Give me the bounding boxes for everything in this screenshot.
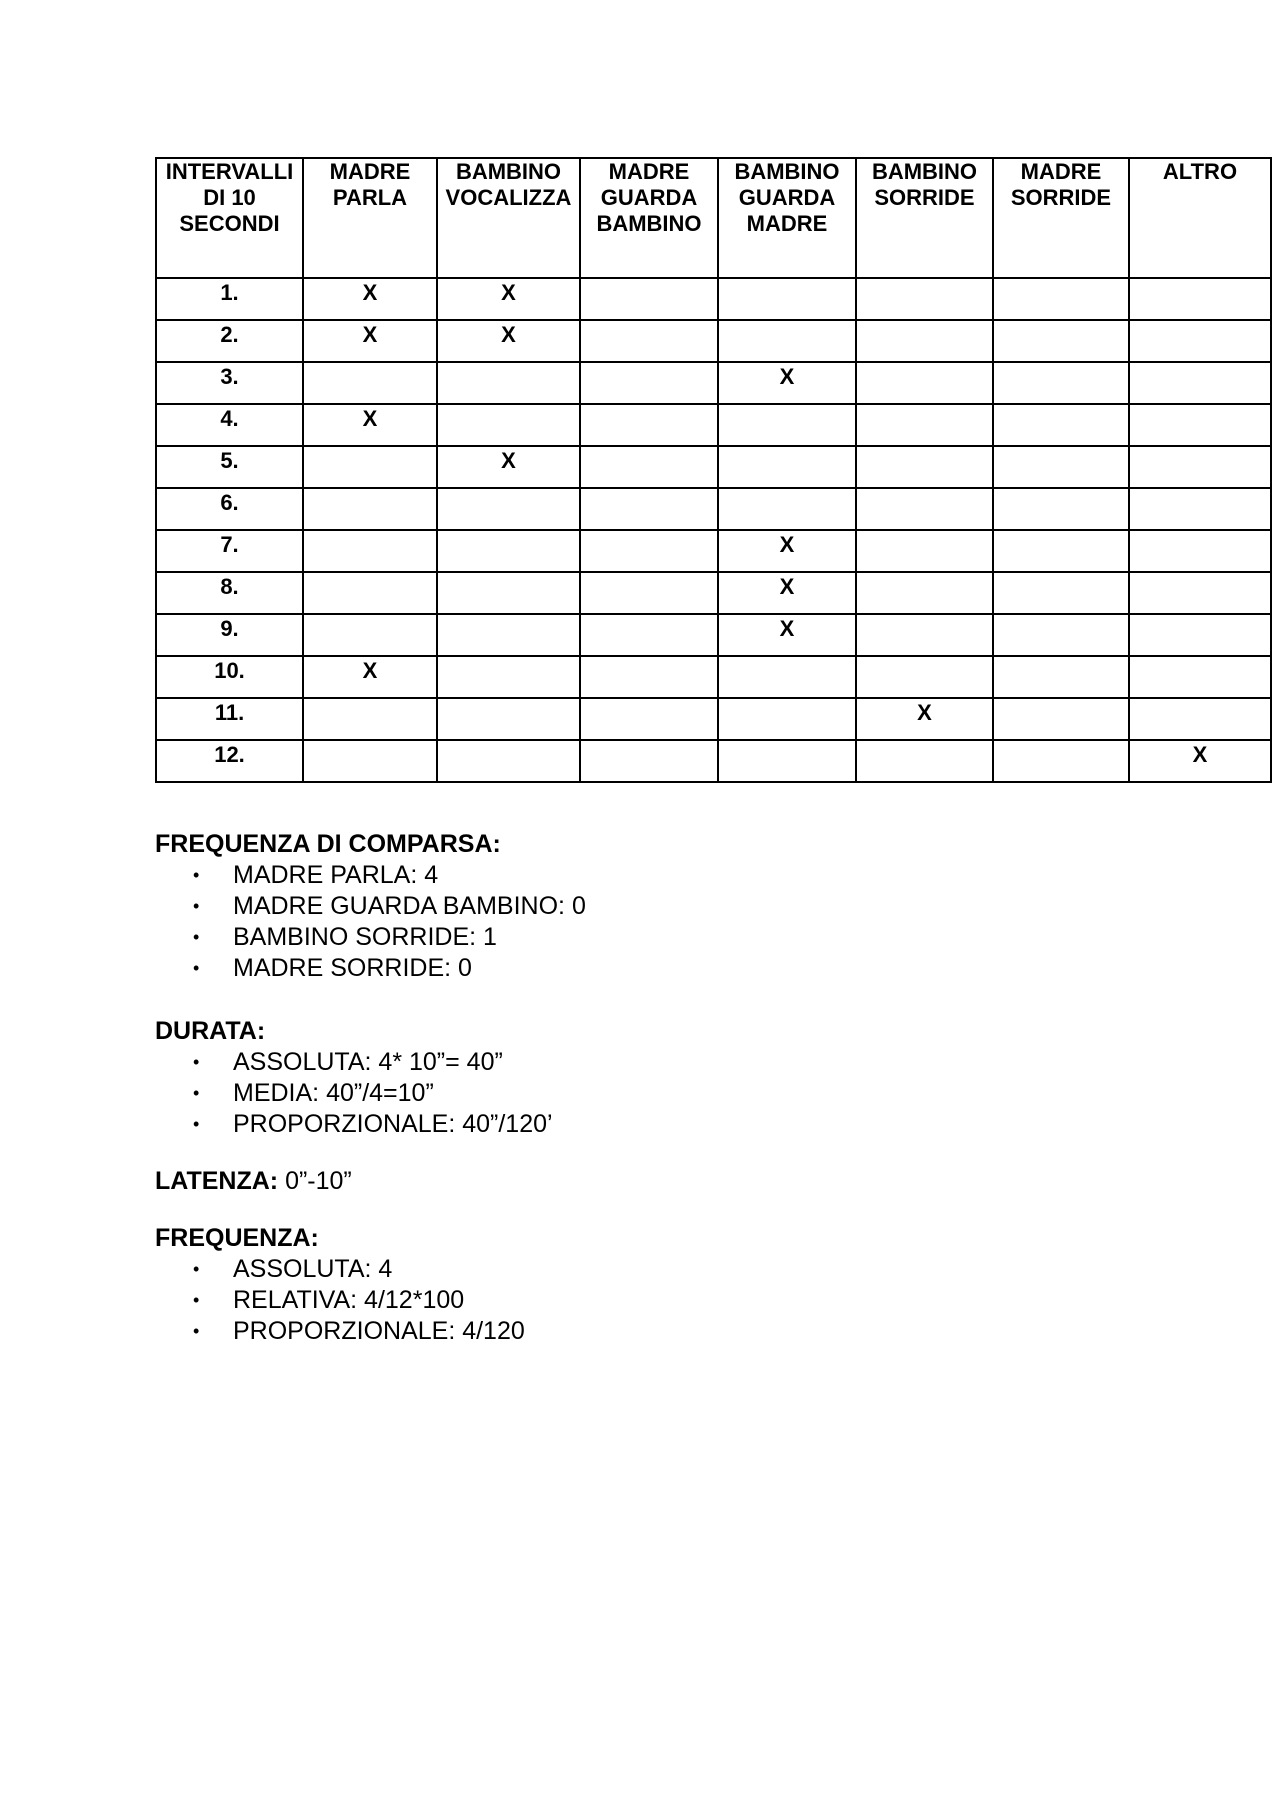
- list-item-text: MADRE GUARDA BAMBINO: 0: [233, 892, 586, 920]
- list-item: [155, 891, 586, 922]
- observation-cell: [856, 362, 993, 404]
- observation-cell: [718, 404, 856, 446]
- observation-cell: [580, 656, 718, 698]
- observation-cell: [993, 656, 1129, 698]
- interval-number-cell: 9.: [156, 614, 303, 656]
- observation-cell: [1129, 404, 1271, 446]
- bullet-icon: •: [193, 1114, 200, 1134]
- durata-heading: DURATA:: [155, 1017, 266, 1045]
- observation-cell: X: [303, 656, 437, 698]
- observation-cell: [1129, 278, 1271, 320]
- observation-cell: [437, 614, 580, 656]
- bullet-icon: •: [193, 1052, 200, 1072]
- bullet-icon: •: [193, 896, 200, 916]
- observation-cell: X: [718, 572, 856, 614]
- list-item: [155, 1285, 525, 1316]
- table-row: [156, 530, 1271, 572]
- interval-number-cell: 1.: [156, 278, 303, 320]
- observation-cell: [580, 698, 718, 740]
- interval-number-cell: 3.: [156, 362, 303, 404]
- observation-cell: [993, 446, 1129, 488]
- header-madre-guarda-bambino: MADRE GUARDA BAMBINO: [580, 158, 718, 278]
- observation-cell: [718, 488, 856, 530]
- observation-cell: X: [437, 320, 580, 362]
- list-item: [155, 860, 586, 891]
- observation-cell: [856, 614, 993, 656]
- observation-cell: [303, 362, 437, 404]
- observation-cell: [437, 740, 580, 782]
- latenza-value: 0”-10”: [278, 1167, 352, 1195]
- observation-cell: [718, 320, 856, 362]
- observation-cell: [580, 614, 718, 656]
- interval-number-cell: 4.: [156, 404, 303, 446]
- observation-cell: [580, 572, 718, 614]
- latenza-heading: LATENZA:: [155, 1167, 279, 1195]
- observation-cell: [1129, 488, 1271, 530]
- list-item: [155, 953, 586, 984]
- observation-cell: [856, 278, 993, 320]
- latenza-section: [155, 1166, 352, 1197]
- observation-cell: [993, 278, 1129, 320]
- observation-cell: [303, 446, 437, 488]
- observation-cell: [303, 740, 437, 782]
- list-item-text: MEDIA: 40”/4=10”: [233, 1079, 434, 1107]
- observation-cell: [718, 446, 856, 488]
- observation-cell: [1129, 656, 1271, 698]
- observation-cell: [1129, 362, 1271, 404]
- interval-number-cell: 12.: [156, 740, 303, 782]
- table-row: [156, 404, 1271, 446]
- header-bambino-guarda-madre: BAMBINO GUARDA MADRE: [718, 158, 856, 278]
- observation-cell: [993, 740, 1129, 782]
- bullet-icon: •: [193, 958, 200, 978]
- observation-cell: [1129, 446, 1271, 488]
- table-row: [156, 572, 1271, 614]
- list-item-text: MADRE PARLA: 4: [233, 861, 439, 889]
- observation-cell: [303, 530, 437, 572]
- list-item: [155, 1109, 553, 1140]
- observation-cell: [856, 446, 993, 488]
- list-item-text: BAMBINO SORRIDE: 1: [233, 923, 497, 951]
- observation-cell: [580, 320, 718, 362]
- frequenza-section: [155, 1223, 525, 1347]
- bullet-icon: •: [193, 865, 200, 885]
- table-row: [156, 698, 1271, 740]
- list-item: [155, 1047, 553, 1078]
- observation-cell: [580, 278, 718, 320]
- observation-cell: X: [437, 446, 580, 488]
- interval-number-cell: 7.: [156, 530, 303, 572]
- interval-number-cell: 10.: [156, 656, 303, 698]
- table-row: [156, 446, 1271, 488]
- bullet-icon: •: [193, 1290, 200, 1310]
- observation-cell: [856, 572, 993, 614]
- durata-list: [155, 1047, 553, 1140]
- interval-number-cell: 2.: [156, 320, 303, 362]
- observation-cell: [1129, 698, 1271, 740]
- observation-cell: [437, 404, 580, 446]
- interval-number-cell: 6.: [156, 488, 303, 530]
- observation-cell: [718, 278, 856, 320]
- header-madre-sorride: MADRE SORRIDE: [993, 158, 1129, 278]
- observation-cell: X: [303, 404, 437, 446]
- observation-cell: [1129, 320, 1271, 362]
- observation-cell: [993, 572, 1129, 614]
- durata-section: [155, 1016, 553, 1140]
- table-body: [156, 278, 1271, 782]
- bullet-icon: •: [193, 927, 200, 947]
- observation-cell: [580, 530, 718, 572]
- observation-cell: [303, 572, 437, 614]
- header-bambino-sorride: BAMBINO SORRIDE: [856, 158, 993, 278]
- table-row: [156, 740, 1271, 782]
- observation-cell: [856, 530, 993, 572]
- observation-cell: [993, 614, 1129, 656]
- observation-cell: [993, 488, 1129, 530]
- observation-cell: [437, 698, 580, 740]
- observation-cell: [1129, 572, 1271, 614]
- observation-cell: [580, 740, 718, 782]
- header-madre-parla: MADRE PARLA: [303, 158, 437, 278]
- frequenza-comparsa-section: [155, 829, 586, 984]
- observation-cell: [437, 656, 580, 698]
- observation-cell: [718, 698, 856, 740]
- observation-cell: X: [1129, 740, 1271, 782]
- observation-cell: [718, 740, 856, 782]
- interval-number-cell: 8.: [156, 572, 303, 614]
- frequenza-comparsa-list: [155, 860, 586, 984]
- bullet-icon: •: [193, 1259, 200, 1279]
- observation-cell: X: [718, 530, 856, 572]
- list-item: [155, 922, 586, 953]
- interval-number-cell: 11.: [156, 698, 303, 740]
- observation-cell: X: [437, 278, 580, 320]
- list-item-text: ASSOLUTA: 4* 10”= 40”: [233, 1048, 503, 1076]
- table-row: [156, 488, 1271, 530]
- observation-cell: X: [718, 362, 856, 404]
- observation-cell: [993, 530, 1129, 572]
- table-row: [156, 362, 1271, 404]
- observation-cell: [993, 320, 1129, 362]
- observation-cell: [993, 404, 1129, 446]
- list-item-text: MADRE SORRIDE: 0: [233, 954, 472, 982]
- observation-cell: [856, 656, 993, 698]
- observation-cell: X: [303, 320, 437, 362]
- observation-cell: [580, 488, 718, 530]
- table-header-row: [156, 158, 1271, 278]
- frequenza-list: [155, 1254, 525, 1347]
- observation-cell: [856, 488, 993, 530]
- observation-cell: [580, 446, 718, 488]
- table-row: [156, 656, 1271, 698]
- list-item-text: ASSOLUTA: 4: [233, 1255, 393, 1283]
- table-row: [156, 614, 1271, 656]
- observation-cell: [303, 488, 437, 530]
- frequenza-heading: FREQUENZA:: [155, 1224, 319, 1252]
- observation-cell: [1129, 530, 1271, 572]
- observation-cell: [580, 404, 718, 446]
- observation-cell: [993, 362, 1129, 404]
- list-item: [155, 1316, 525, 1347]
- observation-cell: [856, 320, 993, 362]
- list-item: [155, 1078, 553, 1109]
- observation-cell: [437, 572, 580, 614]
- list-item: [155, 1254, 525, 1285]
- observation-cell: X: [856, 698, 993, 740]
- observation-cell: [580, 362, 718, 404]
- observation-cell: [303, 698, 437, 740]
- table-row: [156, 278, 1271, 320]
- observation-cell: [993, 698, 1129, 740]
- observation-cell: [303, 614, 437, 656]
- list-item-text: PROPORZIONALE: 40”/120’: [233, 1110, 553, 1138]
- observation-cell: X: [303, 278, 437, 320]
- observation-cell: [718, 656, 856, 698]
- interval-number-cell: 5.: [156, 446, 303, 488]
- observation-cell: X: [718, 614, 856, 656]
- observation-cell: [1129, 614, 1271, 656]
- bullet-icon: •: [193, 1083, 200, 1103]
- observation-cell: [437, 362, 580, 404]
- observation-table: [155, 157, 1272, 783]
- list-item-text: RELATIVA: 4/12*100: [233, 1286, 465, 1314]
- observation-cell: [437, 530, 580, 572]
- list-item-text: PROPORZIONALE: 4/120: [233, 1317, 525, 1345]
- table-row: [156, 320, 1271, 362]
- header-intervalli: INTERVALLI DI 10 SECONDI: [156, 158, 303, 278]
- header-altro: ALTRO: [1129, 158, 1271, 278]
- frequenza-comparsa-heading: FREQUENZA DI COMPARSA:: [155, 830, 501, 858]
- observation-cell: [437, 488, 580, 530]
- bullet-icon: •: [193, 1321, 200, 1341]
- observation-cell: [856, 740, 993, 782]
- observation-cell: [856, 404, 993, 446]
- header-bambino-vocalizza: BAMBINO VOCALIZZA: [437, 158, 580, 278]
